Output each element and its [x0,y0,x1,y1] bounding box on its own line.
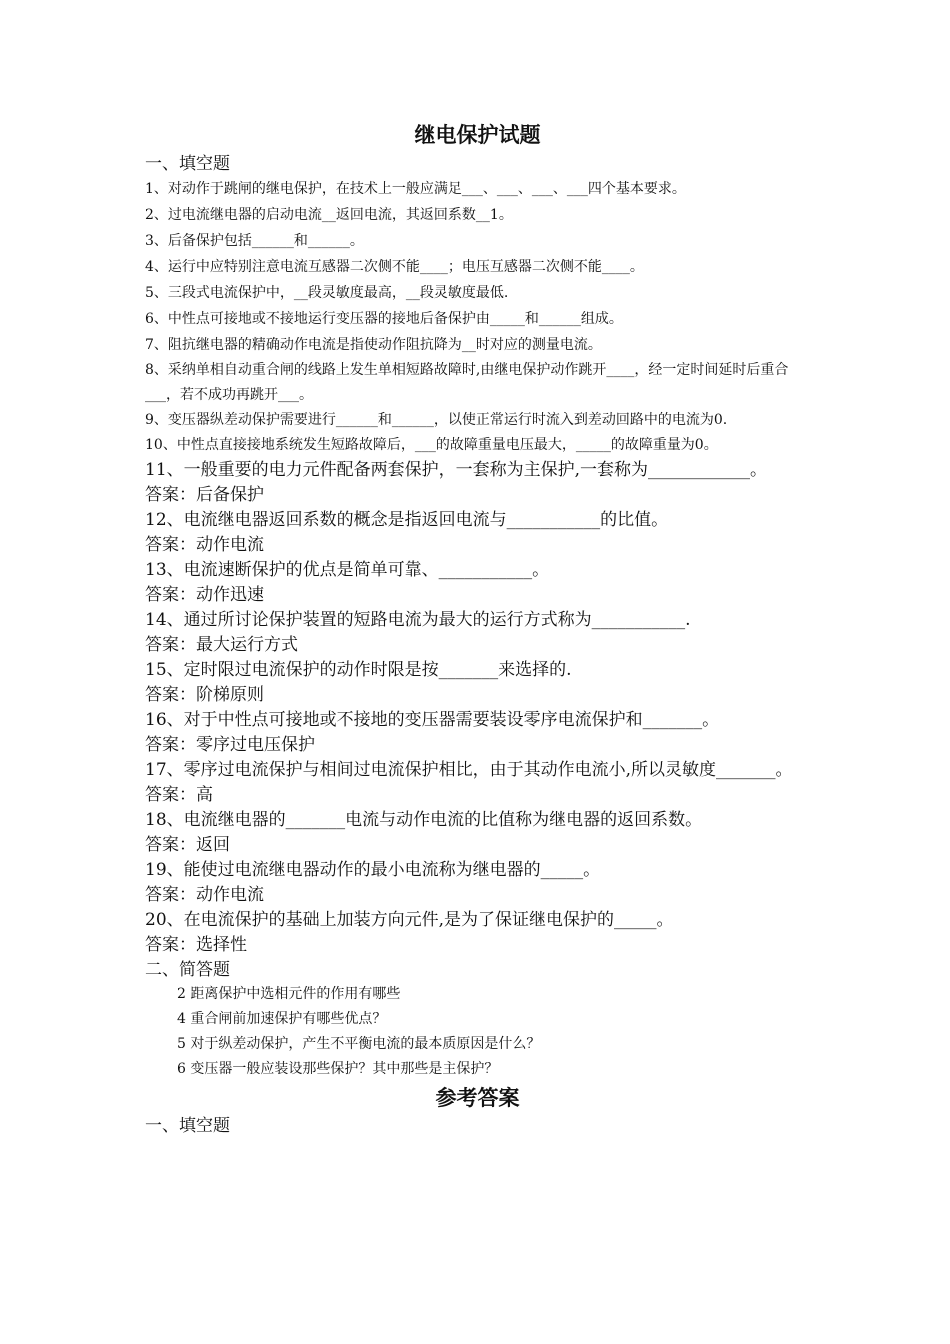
section-heading-fill-blank: 一、填空题 [145,154,230,174]
answer-11: 答案：后备保护 [145,485,264,505]
question-list-large [145,458,810,958]
answer-18: 答案：返回 [145,835,230,855]
answer-20: 答案：选择性 [145,935,247,955]
short-question-4: 4 重合闸前加速保护有哪些优点？ [177,1011,387,1027]
answer-14: 答案：最大运行方式 [145,635,298,655]
question-14: 14、通过所讨论保护装置的短路电流为最大的运行方式称为___________. [145,610,691,630]
question-list-small [145,176,810,458]
short-question-6: 6 变压器一般应装设那些保护？其中那些是主保护？ [177,1061,499,1077]
question-20: 20、在电流保护的基础上加装方向元件,是为了保证继电保护的_____。 [145,910,674,930]
question-6: 6、中性点可接地或不接地运行变压器的接地后备保护由_____和______组成。 [145,311,623,327]
document-title: 继电保护试题 [414,122,541,147]
question-19: 19、能使过电流继电器动作的最小电流称为继电器的_____。 [145,860,601,880]
question-4: 4、运行中应特别注意电流互感器二次侧不能____；电压互感器二次侧不能____。 [145,259,644,275]
question-13: 13、电流速断保护的优点是简单可靠、___________。 [145,560,550,580]
question-8: 8、采纳单相自动重合闸的线路上发生单相短路故障时,由继电保护动作跳开____，经一定时间延时后重合___，若不成功再跳开___。 [145,362,789,403]
question-15: 15、定时限过电流保护的动作时限是按_______来选择的. [145,660,572,680]
question-7: 7、阻抗继电器的精确动作电流是指使动作阻抗降为__时对应的测量电流。 [145,337,602,353]
question-16: 16、对于中性点可接地或不接地的变压器需要装设零序电流保护和_______。 [145,710,720,730]
question-18: 18、电流继电器的_______电流与动作电流的比值称为继电器的返回系数。 [145,810,703,830]
question-17: 17、零序过电流保护与相间过电流保护相比，由于其动作电流小,所以灵敏度_______。 [145,760,793,780]
section-heading-short-answer: 二、简答题 [145,960,230,980]
short-question-list [145,982,810,1082]
question-2: 2、过电流继电器的启动电流__返回电流，其返回系数__1。 [145,207,513,223]
answer-12: 答案：动作电流 [145,535,264,555]
answer-key-title: 参考答案 [435,1085,520,1110]
answer-13: 答案：动作迅速 [145,585,264,605]
question-12: 12、电流继电器返回系数的概念是指返回电流与___________的比值。 [145,510,669,530]
short-question-2: 2 距离保护中选相元件的作用有哪些 [177,986,401,1002]
question-5: 5、三段式电流保护中，__段灵敏度最高，__段灵敏度最低. [145,285,509,301]
answer-17: 答案：高 [145,785,213,805]
question-3: 3、后备保护包括______和______。 [145,233,364,249]
question-10: 10、中性点直接接地系统发生短路故障后，___的故障重量电压最大，_____的故障重量为0。 [145,437,718,453]
short-question-5: 5 对于纵差动保护，产生不平衡电流的最本质原因是什么？ [177,1036,541,1052]
question-9: 9、变压器纵差动保护需要进行______和______，以使正常运行时流入到差动回路中的电流为0. [145,412,728,428]
answer-16: 答案：零序过电压保护 [145,735,315,755]
question-11: 11、一般重要的电力元件配备两套保护，一套称为主保护,一套称为____________。 [145,460,768,480]
document-page [145,118,810,1138]
answer-15: 答案：阶梯原则 [145,685,264,705]
question-1: 1、对动作于跳闸的继电保护，在技术上一般应满足___、___、___、___四个基本要求。 [145,181,686,197]
answer-key-section-fill-blank: 一、填空题 [145,1116,230,1136]
answer-19: 答案：动作电流 [145,885,264,905]
